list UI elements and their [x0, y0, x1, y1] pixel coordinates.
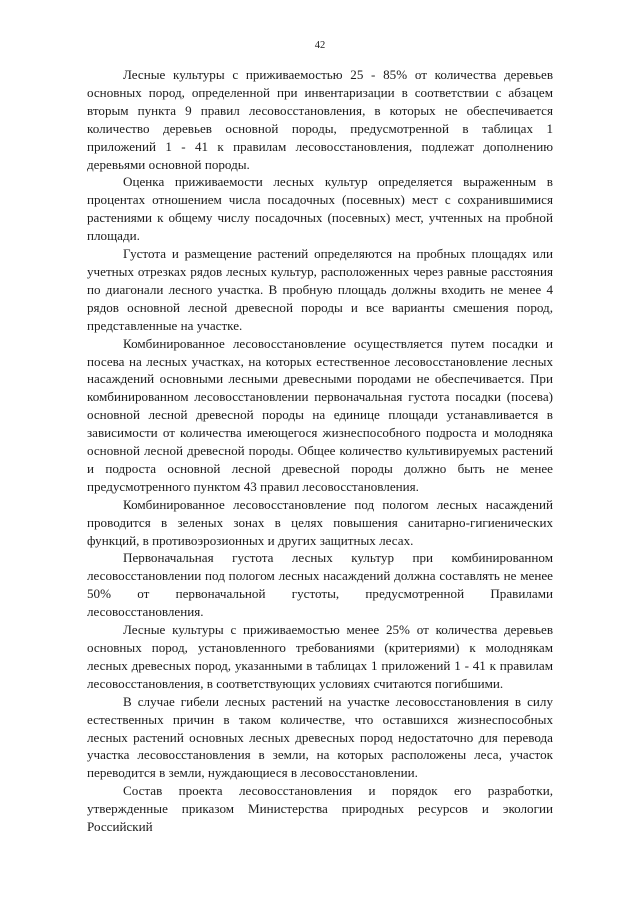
- page-number: 42: [314, 40, 326, 51]
- paragraph-9: Состав проекта лесовосстановления и порядок его разработки, утвержденные приказом Министерства природных ресурсов и экологии Российский: [87, 783, 553, 835]
- paragraph-5: Комбинированное лесовосстановление под пологом лесных насаждений проводится в зеленых зонах в целях повышения санитарно-гигиенических функций, в противоэрозионных и других защитных лесах.: [87, 496, 553, 548]
- paragraph-6: Первоначальная густота лесных культур при комбинированном лесовосстановлении под пологом лесных насаждений должна составлять не менее 50% от первоначальной густоты, предусмотренной Правилами лесовосстановления.: [87, 550, 553, 620]
- paragraph-4: Комбинированное лесовосстановление осуществляется путем посадки и посева на лесных участках, на которых естественное лесовосстановление лесных насаждений основными лесными древесными породами не обеспечивается. При комбинированном лесовосстановлении первоначальная густота посадки (посева) основной лесной древесной породы на единице площади устанавливается в зависимости от количества имеющегося жизнеспособного подроста и молодняка основной лесной древесной породы. Общее количество культивируемых растений и подроста основной лесной древесной породы должно быть не менее предусмотренного пунктом 43 правил лесовосстановления.: [87, 335, 553, 494]
- paragraph-3: Густота и размещение растений определяются на пробных площадях или учетных отрезках рядов лесных культур, расположенных через равные расстояния по диагонали лесного участка. В пробную площадь должны входить не менее 4 рядов основной лесной древесной породы и все варианты смешения пород, представленные на участке.: [87, 246, 553, 333]
- paragraph-2: Оценка приживаемости лесных культур определяется выраженным в процентах отношением числа посадочных (посевных) мест с сохранившимися растениями к общему числу посадочных (посевных) мест, учтенных на пробной площади.: [87, 174, 553, 244]
- paragraph-1: Лесные культуры с приживаемостью 25 - 85% от количества деревьев основных пород, определенной при инвентаризации в соответствии с абзацем вторым пункта 9 правил лесовосстановления, в которых не обеспечивается количество деревьев основной породы, предусмотренной в таблицах 1 приложений 1 - 41 к правилам лесовосстановления, подлежат дополнению деревьями основной породы.: [87, 67, 553, 172]
- paragraph-7: Лесные культуры с приживаемостью менее 25% от количества деревьев основных пород, установленного требованиями (критериями) к молоднякам лесных древесных пород, указанными в таблицах 1 приложений 1 - 41 к правилам лесовосстановления, в соответствующих условиях считаются погибшими.: [87, 622, 553, 691]
- paragraph-8: В случае гибели лесных растений на участке лесовосстановления в силу естественных причин в таком количестве, что оставшихся жизнеспособных лесных растений основных лесных древесных пород недостаточно для перевода участка лесовосстановления в земли, на которых расположены леса, участок переводится в земли, нуждающиеся в лесовосстановлении.: [87, 693, 553, 781]
- document-body: [87, 66, 553, 836]
